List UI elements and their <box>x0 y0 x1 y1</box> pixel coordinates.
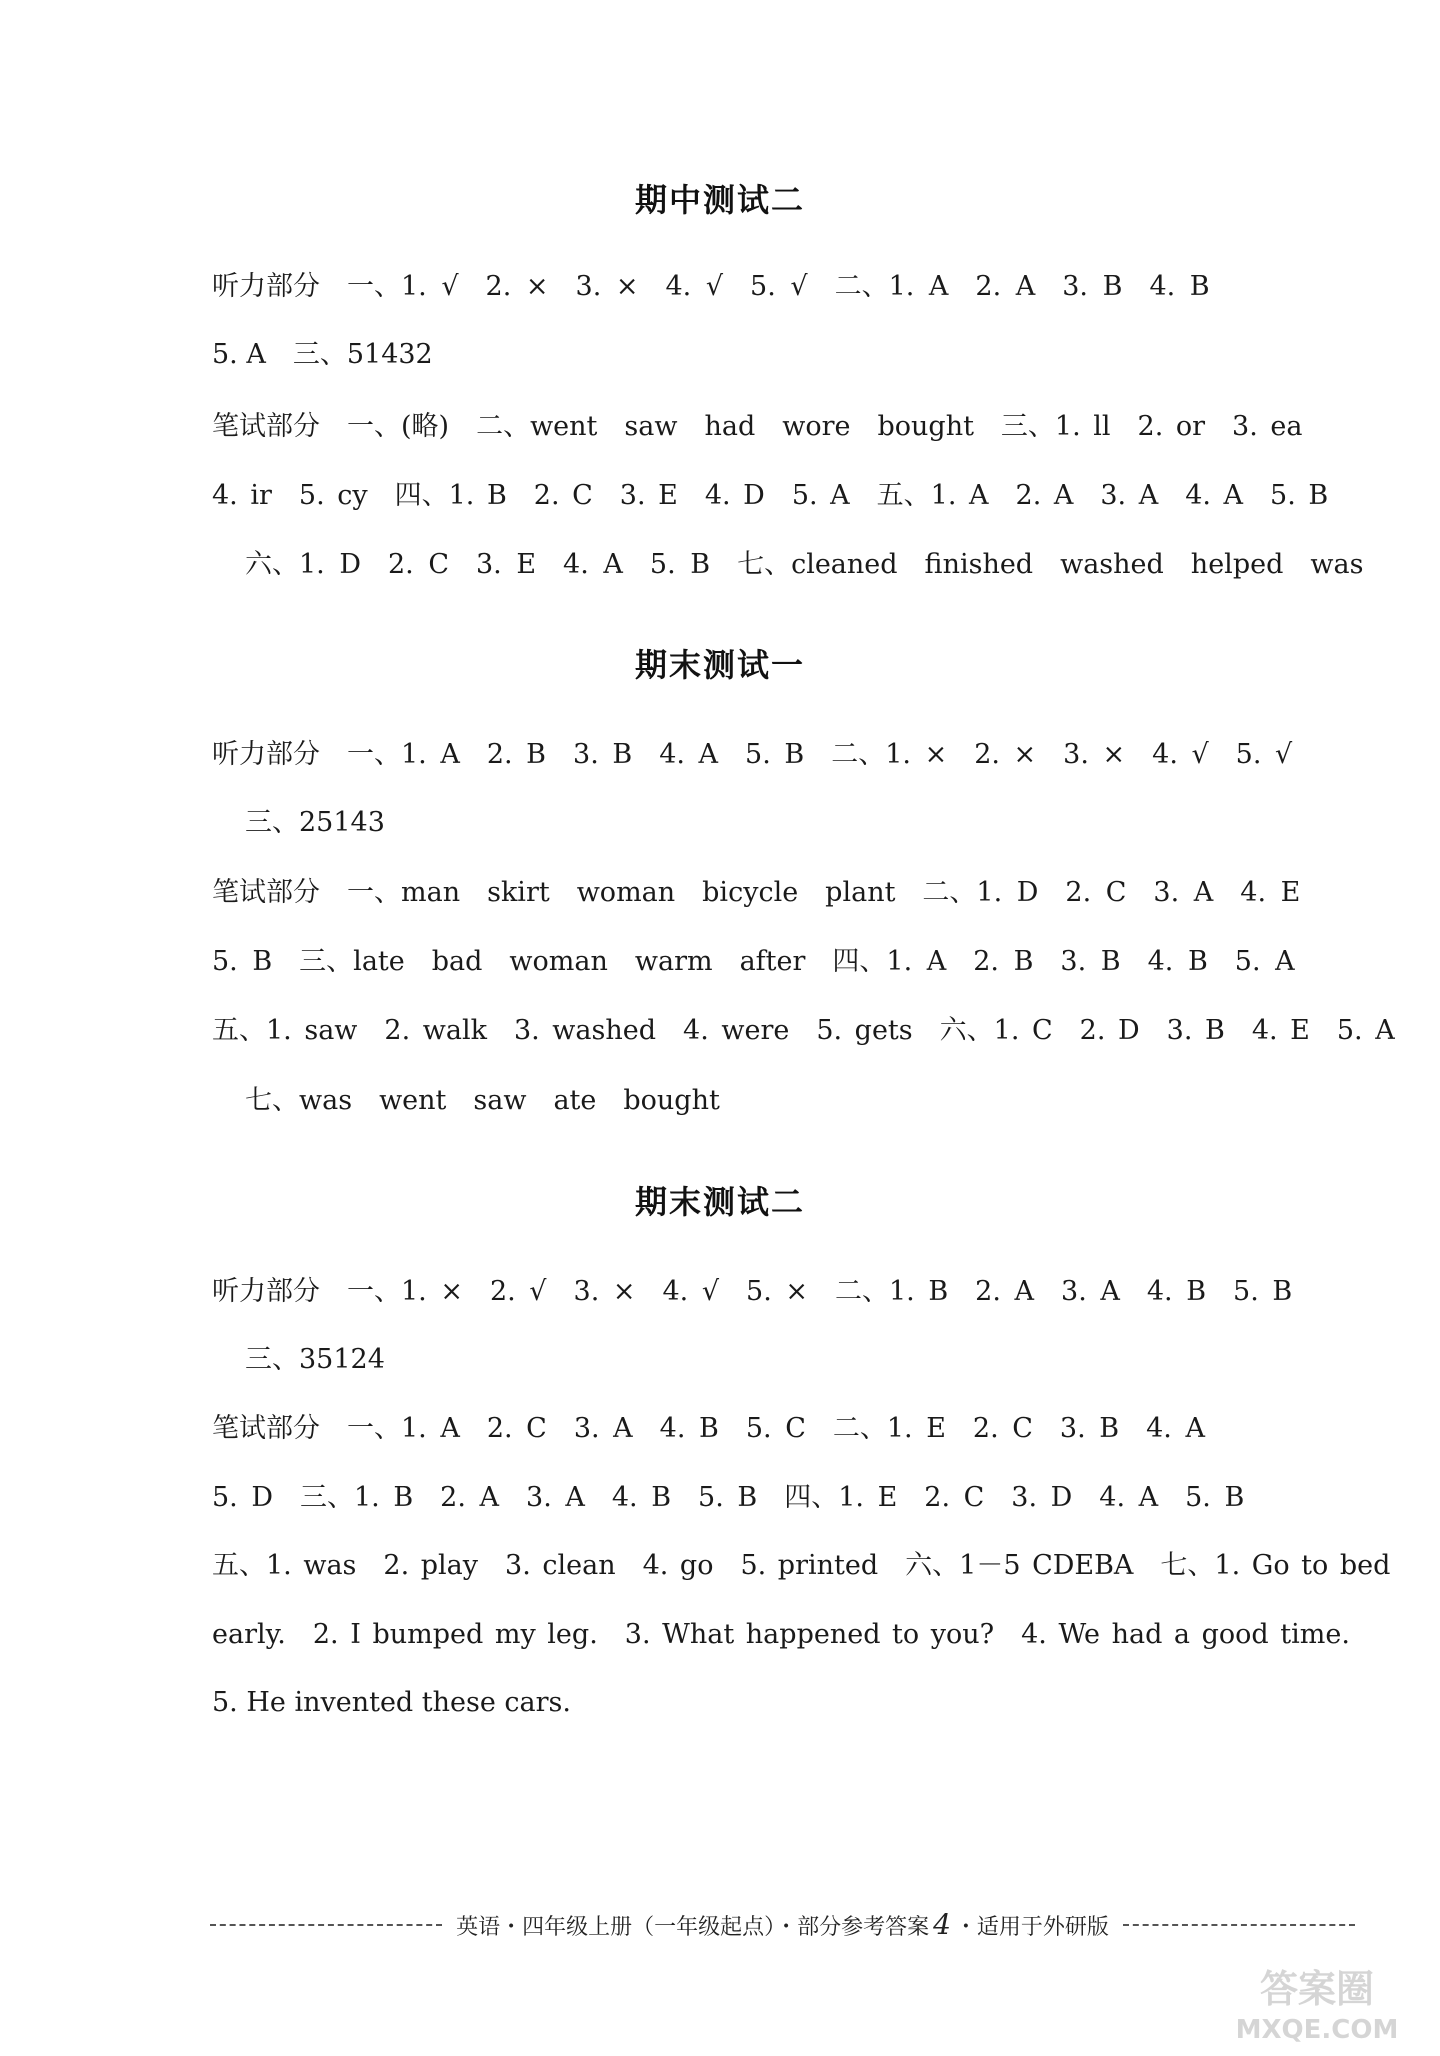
section-title-final-1: 期末测试一 <box>634 646 805 684</box>
answer-line: 5. D 三、1. B 2. A 3. A 4. B 5. B 四、1. E 2. C 3. D 4. A 5. B <box>212 1482 1245 1513</box>
answer-line: 六、1. D 2. C 3. E 4. A 5. B 七、cleaned finished washed helped was <box>245 549 1364 580</box>
answer-line: 五、1. was 2. play 3. clean 4. go 5. printed 六、1－5 CDEBA 七、1. Go to bed <box>212 1550 1391 1581</box>
section-title-midterm-2: 期中测试二 <box>634 181 805 219</box>
footer-divider <box>1123 1924 1355 1926</box>
answer-line: 5. A 三、51432 <box>212 339 433 370</box>
answer-line: 笔试部分 一、man skirt woman bicycle plant 二、1. D 2. C 3. A 4. E <box>212 877 1301 908</box>
watermark-bottom-text: MXQE.COM <box>1235 2015 1399 2045</box>
answer-line: 听力部分 一、1. √ 2. × 3. × 4. √ 5. √ 二、1. A 2. A 3. B 4. B <box>212 271 1210 302</box>
footer-divider <box>210 1924 442 1926</box>
watermark-top-text: 答案圈 <box>1259 1967 1375 2011</box>
answer-line: 4. ir 5. cy 四、1. B 2. C 3. E 4. D 5. A 五、1. A 2. A 3. A 4. A 5. B <box>212 480 1329 511</box>
footer-book-info: 英语・四年级上册（一年级起点）・部分参考答案 <box>456 1915 930 1940</box>
answer-line: 三、35124 <box>245 1344 385 1375</box>
answer-line: 笔试部分 一、(略) 二、went saw had wore bought 三、1. ll 2. or 3. ea <box>212 411 1303 442</box>
watermark-logo <box>1212 1958 1422 2048</box>
answer-line: 笔试部分 一、1. A 2. C 3. A 4. B 5. C 二、1. E 2. C 3. B 4. A <box>212 1413 1205 1444</box>
page-number: 4 <box>933 1908 951 1941</box>
footer-text <box>442 1908 1123 1941</box>
answer-line: 三、25143 <box>245 807 385 838</box>
answer-line: 七、was went saw ate bought <box>245 1085 720 1116</box>
answer-line: 5. B 三、late bad woman warm after 四、1. A 2. B 3. B 4. B 5. A <box>212 946 1295 977</box>
answer-line: 五、1. saw 2. walk 3. washed 4. were 5. gets 六、1. C 2. D 3. B 4. E 5. A <box>212 1015 1395 1046</box>
answer-line: 听力部分 一、1. × 2. √ 3. × 4. √ 5. × 二、1. B 2. A 3. A 4. B 5. B <box>212 1276 1293 1307</box>
answer-line: 听力部分 一、1. A 2. B 3. B 4. A 5. B 二、1. × 2. × 3. × 4. √ 5. √ <box>212 739 1293 770</box>
section-title-final-2: 期末测试二 <box>634 1183 805 1221</box>
footer-edition: ・适用于外研版 <box>954 1915 1109 1940</box>
answer-line: 5. He invented these cars. <box>212 1687 571 1718</box>
answer-line: early. 2. I bumped my leg. 3. What happened to you? 4. We had a good time. <box>212 1619 1350 1650</box>
page-footer <box>210 1908 1355 1941</box>
